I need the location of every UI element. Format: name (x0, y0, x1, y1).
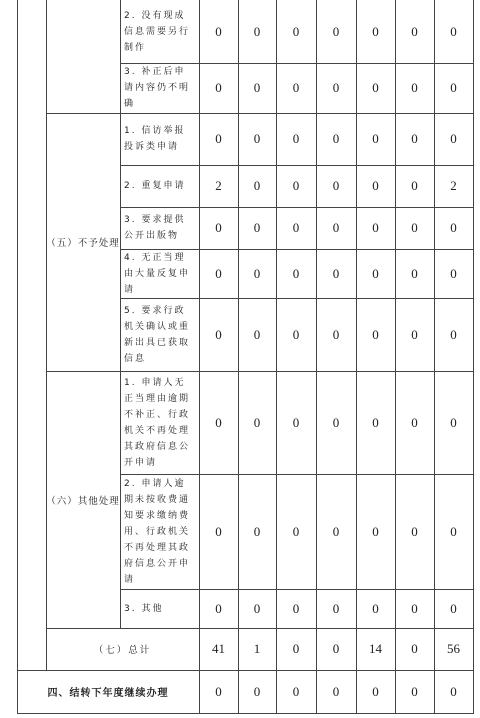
total-value-cell: 0 (332, 641, 340, 656)
value-cell: 0 (215, 131, 222, 146)
value-cell: 0 (332, 523, 340, 539)
carryover-value-cell: 0 (292, 683, 300, 699)
value-cell: 0 (372, 220, 379, 235)
total-value-cell: 14 (369, 641, 382, 656)
value-cell: 0 (215, 326, 222, 342)
value-cell: 0 (253, 414, 261, 430)
row-label (120, 298, 199, 371)
value-cell: 0 (411, 326, 418, 342)
value-cell: 0 (372, 178, 379, 193)
row-label (120, 589, 199, 628)
carryover-value-cell: 0 (372, 683, 379, 699)
value-cell: 0 (372, 80, 379, 95)
value-cell: 0 (253, 220, 261, 235)
value-cell: 0 (372, 523, 379, 539)
value-cell: 0 (253, 80, 261, 95)
carryover-label: 四、结转下年度继续办理 (47, 688, 169, 699)
value-cell: 0 (292, 178, 300, 193)
row-label (120, 249, 199, 298)
grid-line (17, 713, 474, 714)
value-cell: 0 (215, 23, 222, 39)
total-label: （七）总计 (93, 645, 152, 656)
value-cell: 0 (450, 600, 457, 616)
row-label (120, 0, 199, 63)
value-cell: 0 (411, 178, 418, 193)
value-cell: 0 (450, 23, 457, 39)
value-cell: 0 (332, 23, 340, 39)
row-label-text: 1. 信访举报投诉类申请 (124, 126, 186, 152)
value-cell: 0 (215, 265, 222, 281)
value-cell: 0 (292, 523, 300, 539)
value-cell: 0 (253, 131, 261, 146)
value-cell: 0 (292, 326, 300, 342)
row-label (120, 113, 199, 165)
value-cell: 0 (253, 23, 261, 39)
row-label-text: 1. 申请人无正当理由逾期不补正、行政机关不再处理其政府信息公开申请 (124, 377, 191, 468)
row-label-text: 5. 要求行政机关确认或重新出具已获取信息 (124, 305, 191, 364)
row-label-text: 3. 其他 (124, 603, 164, 614)
value-cell: 2 (450, 178, 457, 193)
value-cell: 0 (372, 414, 379, 430)
row-label (120, 371, 199, 474)
value-cell: 0 (292, 600, 300, 616)
value-cell: 0 (450, 326, 457, 342)
value-cell: 0 (292, 23, 300, 39)
value-cell: 0 (332, 220, 340, 235)
value-cell: 0 (332, 80, 340, 95)
value-cell: 0 (332, 131, 340, 146)
value-cell: 0 (411, 600, 418, 616)
row-label-text: 2. 没有现成信息需要另行制作 (124, 10, 191, 53)
value-cell: 0 (215, 523, 222, 539)
group-label-no-processing: （五）不予处理 (46, 238, 120, 249)
value-cell: 0 (411, 131, 418, 146)
group-label-other-processing: （六）其他处理 (46, 495, 120, 507)
total-value-cell: 41 (212, 641, 225, 656)
total-value-cell: 1 (253, 641, 261, 656)
row-label-text: 3. 补正后申请内容仍不明确 (124, 67, 191, 109)
row-label-text: 4. 无正当理由大量反复申请 (124, 252, 191, 295)
value-cell: 0 (292, 265, 300, 281)
value-cell: 0 (450, 523, 457, 539)
value-cell: 0 (292, 131, 300, 146)
value-cell: 0 (372, 265, 379, 281)
value-cell: 0 (253, 265, 261, 281)
carryover-value-cell: 0 (411, 683, 418, 699)
value-cell: 0 (411, 220, 418, 235)
value-cell: 0 (215, 414, 222, 430)
value-cell: 0 (253, 600, 261, 616)
value-cell: 0 (332, 265, 340, 281)
total-value-cell: 56 (447, 641, 460, 656)
value-cell: 0 (450, 265, 457, 281)
carryover-value-cell: 0 (215, 683, 222, 699)
value-cell: 2 (215, 178, 222, 193)
row-label (120, 474, 199, 589)
carryover-value-cell: 0 (332, 683, 340, 699)
value-cell: 0 (253, 178, 261, 193)
row-label-text: 3. 要求提供公开出版物 (124, 215, 186, 241)
value-cell: 0 (411, 80, 418, 95)
grid-line (473, 0, 474, 713)
value-cell: 0 (332, 178, 340, 193)
total-value-cell: 0 (292, 641, 300, 656)
value-cell: 0 (372, 326, 379, 342)
value-cell: 0 (372, 131, 379, 146)
value-cell: 0 (411, 23, 418, 39)
value-cell: 0 (372, 23, 379, 39)
value-cell: 0 (450, 131, 457, 146)
row-label-text: 2. 重复申请 (124, 181, 186, 191)
carryover-value-cell: 0 (253, 683, 261, 699)
value-cell: 0 (332, 326, 340, 342)
value-cell: 0 (253, 523, 261, 539)
row-label (120, 165, 199, 207)
value-cell: 0 (450, 220, 457, 235)
value-cell: 0 (372, 600, 379, 616)
row-label-text: 2. 申请人逾期未按收费通知要求缴纳费用、行政机关不再处理其政府信息公开申请 (124, 478, 191, 585)
carryover-value-cell: 0 (450, 683, 457, 699)
row-label (120, 207, 199, 249)
row-label (120, 63, 199, 113)
value-cell: 0 (450, 80, 457, 95)
value-cell: 0 (292, 220, 300, 235)
value-cell: 0 (292, 80, 300, 95)
value-cell: 0 (332, 600, 340, 616)
total-value-cell: 0 (411, 641, 418, 656)
value-cell: 0 (292, 414, 300, 430)
value-cell: 0 (215, 220, 222, 235)
value-cell: 0 (215, 80, 222, 95)
value-cell: 0 (332, 414, 340, 430)
value-cell: 0 (450, 414, 457, 430)
value-cell: 0 (411, 523, 418, 539)
value-cell: 0 (411, 265, 418, 281)
value-cell: 0 (215, 600, 222, 616)
grid-line (17, 0, 18, 713)
value-cell: 0 (411, 414, 418, 430)
value-cell: 0 (253, 326, 261, 342)
